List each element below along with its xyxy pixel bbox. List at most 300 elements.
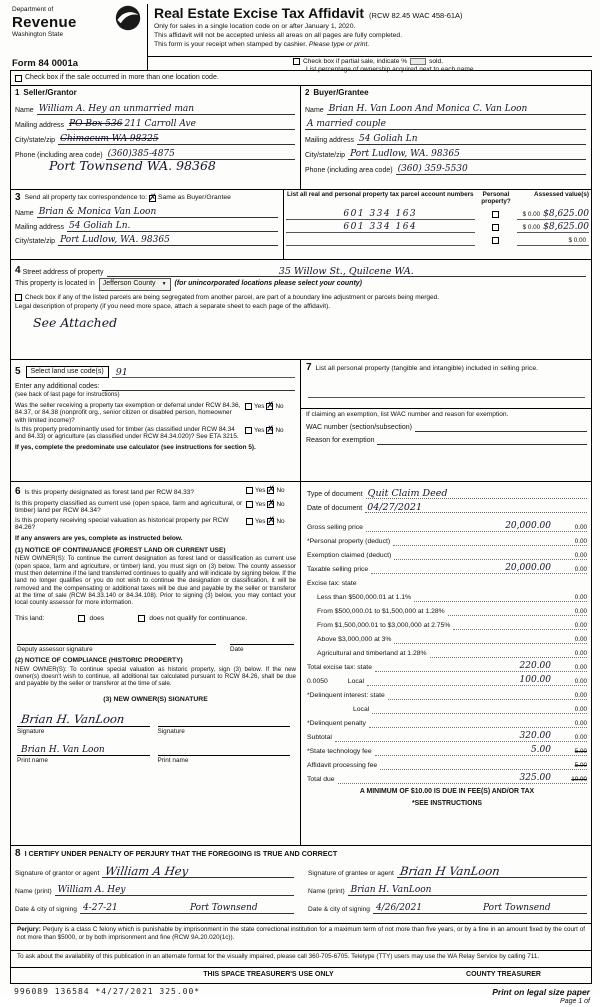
tier4-field[interactable] [394, 630, 587, 644]
correspondence-name-field[interactable] [37, 204, 278, 218]
tax-row-label: Taxable selling price [307, 565, 369, 573]
agricultural-row [307, 644, 587, 658]
exemption-reason-field[interactable] [377, 432, 587, 445]
buyer-title [305, 88, 586, 100]
seller-address-label: Mailing address [15, 121, 65, 129]
county-note: (for unincorporated locations please select your county) [174, 280, 362, 288]
correspondence-block [11, 190, 284, 259]
legal-description-value: See Attached [33, 315, 118, 330]
deputy-date-field[interactable] [230, 635, 294, 654]
grantee-city-value: Port Townsend [482, 903, 551, 913]
seller-city-field[interactable] [58, 130, 295, 145]
grantee-signature-label: Signature of grantee or agent [308, 870, 394, 878]
check-mark-icon: ✗ [148, 192, 157, 203]
tax-row-label: Agricultural and timberland at 1.28% [317, 649, 427, 657]
delinquent-interest-state-field[interactable] [388, 686, 587, 700]
buyer-heading: Buyer/Grantee [313, 88, 369, 97]
personal-property-cell [475, 211, 517, 219]
no-label: No [276, 487, 285, 494]
county-line [15, 277, 586, 292]
form-title-block [148, 4, 592, 56]
percent-sold-field[interactable] [410, 58, 426, 65]
land-use-code-field[interactable] [112, 362, 295, 378]
grantor-city-field[interactable] [187, 896, 294, 914]
assessed-zero-value: $ 0.00 [568, 236, 586, 244]
tax-printed-value: 0.00 [574, 663, 587, 671]
grantee-signature-value: Brian H VanLoon [398, 863, 501, 878]
forest-question-row [15, 486, 296, 498]
segregated-label: Check box if any of the listed parcels are being segregated from another parcel, are part of a boundary line adjustment or parcels being merged. [25, 293, 440, 301]
exemption-reason-label: Reason for exemption [306, 436, 375, 444]
exemption-answer [245, 402, 295, 424]
page-number: Page 1 of [560, 998, 590, 1006]
print-name-label: Print name [17, 757, 48, 765]
footer-right [492, 987, 590, 1007]
grantor-signature-line [15, 860, 294, 878]
form-title: Real Estate Excise Tax Affidavit [154, 5, 365, 21]
multiple-location-checkbox[interactable] [15, 75, 22, 82]
grantor-date-value: 4-27-21 [82, 903, 118, 913]
signature-line [158, 712, 291, 727]
see-instructions-note: *SEE INSTRUCTIONS [411, 800, 483, 808]
correspondence-city-label: City/state/zip [15, 237, 56, 245]
buyer-name-value-2: A married couple [307, 119, 386, 129]
tax-row-label: *Personal property (deduct) [307, 537, 391, 545]
total-excise-state-field[interactable] [375, 658, 587, 672]
check-mark-icon: ✗ [267, 498, 275, 509]
buyer-name-field[interactable] [327, 100, 586, 115]
local-excise-field[interactable] [367, 672, 587, 686]
forest-yes-checkbox[interactable] [246, 487, 253, 494]
predominate-use-note: If yes, complete the predominate use calculator (see instructions for section 5). [15, 443, 256, 451]
new-owner-print-name-field-1[interactable] [15, 741, 156, 765]
county-select[interactable] [99, 278, 171, 290]
section-continuance [11, 482, 301, 845]
correspondence-address-label: Mailing address [15, 223, 65, 231]
section-8 [11, 845, 591, 923]
tax-row-label: Total due [307, 775, 335, 783]
does-not-qualify-checkbox[interactable] [138, 615, 145, 622]
buyer-name-label: Name [305, 106, 324, 114]
wac-number-field[interactable] [415, 419, 587, 432]
perjury-notice [11, 923, 591, 950]
buyer-phone-field[interactable] [396, 160, 586, 175]
county-treasurer-label: COUNTY TREASURER [466, 971, 541, 979]
tier3-row [307, 616, 587, 630]
tax-row-label: *State technology fee [307, 747, 372, 755]
forest-answer [246, 486, 296, 498]
check-mark-icon: ✗ [267, 485, 275, 495]
current-use-question: Is this property classified as current use (open space, farm and agricultural, or timber) land per RCW 84.34? [15, 499, 243, 515]
parcel-row [284, 233, 591, 246]
tax-row-label: Above $3,000,000 at 3% [317, 635, 392, 643]
no-label: No [276, 500, 285, 508]
yes-label: Yes [255, 487, 266, 494]
delinquent-interest-local-row [307, 700, 587, 714]
yes-label: Yes [255, 500, 266, 508]
check-mark-icon: ✗ [267, 515, 275, 526]
gross-selling-price-row [307, 518, 587, 532]
new-owner-signature-field-1[interactable] [15, 712, 156, 736]
grantee-date-line [308, 896, 587, 914]
delinquent-interest-state-row [307, 686, 587, 700]
assessed-zero-value: $ 0.00 [522, 210, 541, 218]
land-use-line [15, 362, 295, 378]
form-header [10, 4, 592, 56]
section-3-number: 3 [15, 192, 21, 204]
tax-row-label: Subtotal [307, 733, 332, 741]
document-type-label: Type of document [307, 490, 363, 498]
signature-line [230, 635, 294, 645]
exemption-question: Was the seller receiving a property tax exemption or deferral under RCW 84.36, 84.37, or 84.38 (nonprofit org., senior citizen or disabled person, homeowner with limited income)? [15, 402, 241, 424]
current-use-question-row [15, 500, 296, 515]
wac-number-line [306, 419, 587, 432]
personal-property-list-field[interactable] [308, 374, 585, 398]
local-rate-value: 0.0050 [307, 677, 328, 685]
washington-state-label: Washington State [12, 31, 64, 39]
grantor-date-field[interactable] [80, 896, 187, 914]
buyer-address-label: Mailing address [305, 136, 355, 144]
header-note-1: Only for sales in a single location code on or after January 1, 2020. [154, 22, 356, 30]
agricultural-field[interactable] [430, 644, 587, 658]
assessed-value-field[interactable] [517, 223, 589, 233]
forest-no-checkbox[interactable] [267, 487, 274, 494]
total-excise-state-row [307, 658, 587, 672]
segregated-line [15, 292, 586, 303]
correspondence-address-line [15, 218, 278, 232]
print-legal-size-note: Print on legal size paper [492, 987, 590, 997]
tax-row-label: Less than $500,000.01 at 1.1% [317, 593, 412, 601]
document-type-value: Quit Claim Deed [367, 487, 448, 499]
assessed-value-header: Assessed value(s) [534, 191, 589, 198]
timber-no-checkbox[interactable] [266, 427, 273, 434]
deputy-assessor-signature-field[interactable] [17, 635, 216, 654]
yes-label: Yes [254, 403, 265, 410]
signature-line [17, 635, 216, 645]
grantee-date-label: Date & city of signing [308, 906, 370, 914]
seller-address-value: 211 Carroll Ave [124, 119, 196, 129]
located-in-label: This property is located in [15, 280, 95, 288]
buyer-city-value: Port Ludlow, WA. 98365 [350, 149, 460, 159]
exemption-yes-checkbox[interactable] [245, 403, 252, 410]
grantor-signature-field[interactable] [102, 860, 294, 878]
form-number-row [10, 56, 592, 73]
section-1-2 [11, 85, 591, 189]
tax-printed-value: 0.00 [574, 635, 587, 643]
section-5-7 [11, 359, 591, 481]
rcw-reference: (RCW 82.45 WAC 458-61A) [369, 11, 463, 20]
additional-codes-label: Enter any additional codes: [15, 382, 100, 390]
tax-row-label: *Delinquent interest: state [307, 691, 385, 699]
buyer-phone-value: (360) 359-5530 [397, 164, 468, 174]
parcel-number-field[interactable] [286, 245, 475, 246]
buyer-address-line [305, 130, 586, 145]
new-owner-signature-field-2[interactable] [156, 712, 297, 736]
seller-address-line [15, 115, 295, 130]
section-personal-property [301, 360, 591, 481]
personal-property-cell [475, 237, 517, 245]
check-mark-icon: ✗ [266, 401, 274, 411]
print-name-label: Print name [157, 757, 189, 765]
multiple-location-label: Check box if the sale occurred in more than one location code. [25, 73, 219, 81]
additional-codes-line [15, 378, 295, 391]
parcel-number-header: List all real and personal property tax parcel account numbers [287, 191, 474, 198]
personal-property-deduct-field[interactable] [393, 532, 587, 546]
grantee-name-label: Name (print) [308, 888, 345, 896]
revenue-wordmark: Revenue [12, 13, 77, 31]
historic-answer [246, 517, 296, 532]
correspondence-city-line [15, 232, 278, 246]
parcel-row [284, 220, 591, 233]
grantor-signature-value: William A Hey [104, 863, 190, 878]
historic-no-checkbox[interactable] [267, 515, 275, 526]
signature-label: Signature [157, 727, 185, 735]
treasurer-row [11, 967, 591, 983]
tax-row-label: Local [347, 677, 365, 685]
forest-question-text: Is this property designated as forest land per RCW 84.33? [24, 489, 195, 496]
header-note-3 [154, 41, 590, 49]
title-line [154, 5, 590, 22]
signature-line [17, 741, 150, 756]
street-address-field[interactable] [107, 262, 587, 277]
notice-compliance-title: (2) NOTICE OF COMPLIANCE (HISTORIC PROPERTY) [15, 657, 183, 665]
tax-computation-block [301, 482, 591, 845]
type-or-print-note: Please type or print. [308, 40, 370, 48]
signature-line [17, 712, 150, 727]
land-use-select[interactable]: Select land use code(s) [26, 366, 109, 378]
seller-phone-label: Phone (including area code) [15, 151, 103, 159]
tax-hand-value: 100.00 [519, 675, 551, 685]
taxable-selling-price-field[interactable] [371, 560, 587, 574]
deputy-assessor-label: Deputy assessor signature [17, 645, 93, 653]
tax-printed-value: 0.00 [574, 565, 587, 573]
correspondence-city-value: Port Ludlow, WA. 98365 [60, 235, 170, 245]
tax-printed-value: 0.00 [574, 551, 587, 559]
tax-printed-value: 0.00 [574, 523, 587, 531]
excise-tax-state-subheader [307, 574, 587, 588]
seller-phone-value: (360)385-4875 [107, 149, 175, 159]
notice-continuance-text: NEW OWNER(S): To continue the current designation as forest land or classification as current use (open space, farm and agriculture, or timber) land, you must sign on (3) below. The county assessor must then determine if the land transferred continues to qualify and will indicate by signing below. If the land no longer qualifies or you do not wish to continue the designation or classification, it will be removed and the compensating or additional taxes will be due and payable by the seller or transferor at the time of sale (RCW 84.33.140 or 84.34.108). Prior to signing (3) below, you may contact your local county assessor for more information. [15, 555, 297, 607]
this-land-label: This land: [15, 614, 45, 622]
buyer-address-field[interactable] [357, 130, 586, 145]
buyer-address-value: 54 Goliah Ln [359, 134, 418, 144]
grantee-print-name-field[interactable] [348, 878, 587, 896]
tax-row-label: Excise tax: state [307, 579, 357, 587]
cashier-stamp: 996089 136584 *4/27/2021 325.00* [14, 987, 201, 996]
delinquent-interest-local-field[interactable] [372, 700, 587, 714]
seller-city-label: City/state/zip [15, 136, 56, 144]
perjury-label: Perjury: [17, 926, 41, 933]
exemption-claimed-field[interactable] [394, 546, 587, 560]
tax-printed-value: 0.00 [574, 705, 587, 713]
partial-sale-line [293, 58, 592, 66]
affidavit-processing-fee-row [307, 756, 587, 770]
no-label: No [276, 517, 285, 525]
parcel-row [284, 207, 591, 220]
correspondence-intro [15, 192, 278, 204]
correspondence-address-field[interactable] [67, 218, 278, 232]
document-date-value: 04/27/2021 [367, 501, 423, 513]
buyer-name-field-2[interactable] [305, 115, 586, 130]
historic-yes-checkbox[interactable] [246, 518, 253, 525]
assessed-zero-value: $ 0.00 [522, 223, 541, 231]
historic-question: Is this property receiving special valuation as historical property per RCW 84.26? [15, 516, 229, 532]
segregated-checkbox[interactable] [15, 294, 22, 301]
new-owner-signature-grid [15, 706, 296, 765]
exemption-no-checkbox[interactable] [266, 403, 273, 410]
tax-hand-value: 20,000.00 [505, 563, 551, 573]
exemption-reason-line [306, 432, 587, 445]
grantor-signature-label: Signature of grantor or agent [15, 870, 100, 878]
tax-printed-value: 0.00 [574, 607, 587, 615]
street-address-line [15, 262, 586, 277]
seller-name-line [15, 100, 295, 115]
state-technology-fee-field[interactable] [375, 742, 587, 756]
section-8-number: 8 [15, 848, 21, 859]
legal-description-label: Legal description of property (if you need more space, attach a separate sheet to each page of the affidavit). [15, 303, 331, 310]
seller-name-value: William A. Hey an unmarried man [38, 104, 195, 114]
historic-question-row [15, 517, 296, 532]
grantee-date-field[interactable] [373, 896, 480, 914]
form-number-cell [10, 56, 148, 70]
does-qualify-checkbox[interactable] [78, 615, 85, 622]
parcel-number-field[interactable] [286, 210, 475, 220]
tax-hand-value: 320.00 [519, 731, 551, 741]
personal-property-deduct-row [307, 532, 587, 546]
correspondence-address-value: 54 Goliah Ln. [69, 221, 131, 231]
tier2-field[interactable] [448, 602, 587, 616]
personal-property-cell [475, 224, 517, 232]
current-use-no-checkbox[interactable] [267, 498, 275, 509]
seller-name-field[interactable] [37, 100, 295, 115]
grantee-name-line [308, 878, 587, 896]
street-address-label: Street address of property [22, 268, 104, 276]
section-6-number: 6 [15, 486, 21, 497]
tax-printed-value: 0.00 [574, 677, 587, 685]
buyer-city-field[interactable] [348, 145, 586, 160]
signature-line [158, 741, 291, 756]
new-owner-print-name-value: Brian H. Van Loon [21, 745, 105, 756]
local-rate-row [307, 672, 587, 686]
tax-row-label: Local [353, 705, 370, 713]
tier1-field[interactable] [414, 588, 587, 602]
parcel-number-value: 601 334 163 [343, 208, 418, 219]
tax-hand-value: 20,000.00 [505, 521, 551, 531]
buyer-phone-label: Phone (including area code) [305, 166, 393, 174]
tax-row-label: From $1,500,000.01 to $3,000,000 at 2.75% [317, 621, 451, 629]
grantor-date-label: Date & city of signing [15, 906, 77, 914]
tax-printed-value: 0.00 [574, 537, 587, 545]
tax-printed-value: 0.00 [574, 593, 587, 601]
grantee-print-name-value: Brian H. VanLoon [350, 885, 432, 895]
personal-property-checkbox[interactable] [492, 224, 499, 231]
tax-printed-value: 0.00 [574, 691, 587, 699]
affidavit-processing-fee-field[interactable] [380, 756, 587, 770]
buyer-name-line [305, 100, 586, 115]
buyer-city-line [305, 145, 586, 160]
assessed-value-field[interactable] [517, 210, 589, 220]
seller-city-correction [15, 160, 295, 177]
grantee-city-field[interactable] [480, 896, 587, 914]
grantee-signature-field[interactable] [397, 860, 587, 878]
parcel-table-header [284, 190, 591, 207]
check-mark-icon: ✗ [266, 425, 274, 436]
same-as-buyer-checkbox[interactable] [148, 192, 157, 203]
correspondence-city-field[interactable] [58, 232, 278, 246]
grantor-certify-block [15, 860, 294, 914]
section-seller [11, 86, 301, 189]
new-owner-signature-title: (3) NEW OWNER(S) SIGNATURE [103, 695, 208, 703]
timber-question-row [15, 426, 295, 441]
subtotal-row [307, 728, 587, 742]
grantor-print-name-field[interactable] [55, 878, 294, 896]
yes-label: Yes [254, 427, 265, 435]
section-land-use [11, 360, 301, 481]
assessed-value-field[interactable] [517, 236, 589, 246]
timber-yes-checkbox[interactable] [245, 427, 252, 434]
new-owner-print-name-field-2[interactable] [156, 741, 297, 765]
total-due-field[interactable] [338, 770, 587, 784]
perjury-text: Perjury is a class C felony which is punishable by imprisonment in the state correctional institution for a maximum term of not more than five years, or by a fine in an amount fixed by the court of not more than $5000, or by both imprisonment and fine (RCW 9A.20.020(1c)). [17, 926, 586, 941]
seller-address-field[interactable] [67, 115, 295, 130]
current-use-yes-checkbox[interactable] [246, 501, 253, 508]
document-date-field[interactable] [365, 499, 587, 513]
taxable-selling-price-row [307, 560, 587, 574]
partial-sale-checkbox[interactable] [293, 58, 300, 65]
gross-selling-price-field[interactable] [366, 518, 587, 532]
grantor-city-value: Port Townsend [189, 903, 258, 913]
partial-sale-label: Check box if partial sale, indicate % [303, 58, 408, 65]
tax-printed-value-crossed: 5.00 [574, 761, 587, 769]
additional-codes-field[interactable] [102, 378, 295, 391]
form-body [10, 70, 592, 984]
no-label: No [275, 403, 284, 410]
section-7-number: 7 [306, 362, 312, 373]
grantor-print-name-value: William A. Hey [57, 885, 126, 895]
deputy-assessor-row [17, 635, 294, 654]
section-3 [11, 189, 591, 259]
correspondence-name-label: Name [15, 209, 34, 217]
exemption-claim-note: If claiming an exemption, list WAC number and reason for exemption. [306, 411, 509, 418]
correspondence-name-line [15, 204, 278, 218]
alternate-format-notice: To ask about the availability of this publication in an alternate format for the visually impaired, please call 360-705-6705. Teletype (TTY) users may use the WA Relay Service by calling 711. [11, 950, 591, 967]
tax-printed-value: 0.00 [574, 621, 587, 629]
document-date-line [307, 499, 587, 513]
parcel-number-field[interactable] [286, 223, 475, 233]
correspondence-name-value: Brian & Monica Van Loon [38, 207, 157, 217]
if-yes-instruction: If any answers are yes, complete as instructed below. [15, 534, 183, 542]
timber-question: Is this property predominantly used for timber (as classified under RCW 84.34 and 84.33) or agriculture (as classified under RCW 84.34.020)? See ETA 3215. [15, 426, 239, 441]
subtotal-field[interactable] [335, 728, 587, 742]
personal-property-checkbox[interactable] [492, 211, 499, 218]
document-type-field[interactable] [366, 485, 587, 499]
does-not-label: does not qualify for continuance. [149, 614, 248, 622]
timber-answer [245, 426, 295, 441]
tax-rows [307, 518, 587, 784]
personal-property-text: List all personal property (tangible and intangible) included in selling price. [315, 365, 538, 372]
tier1-row [307, 588, 587, 602]
tax-hand-value: 325.00 [519, 773, 551, 783]
tax-row-label: Exemption claimed (deduct) [307, 551, 392, 559]
exemption-block [301, 408, 591, 445]
personal-property-checkbox[interactable] [492, 237, 499, 244]
delinquent-penalty-field[interactable] [369, 714, 587, 728]
tier3-field[interactable] [453, 616, 587, 630]
section-1-number: 1 [15, 88, 20, 97]
buyer-city-label: City/state/zip [305, 151, 346, 159]
personal-property-intro [306, 362, 587, 374]
tax-row-label: From $500,000.01 to $1,500,000 at 1.28% [317, 607, 445, 615]
